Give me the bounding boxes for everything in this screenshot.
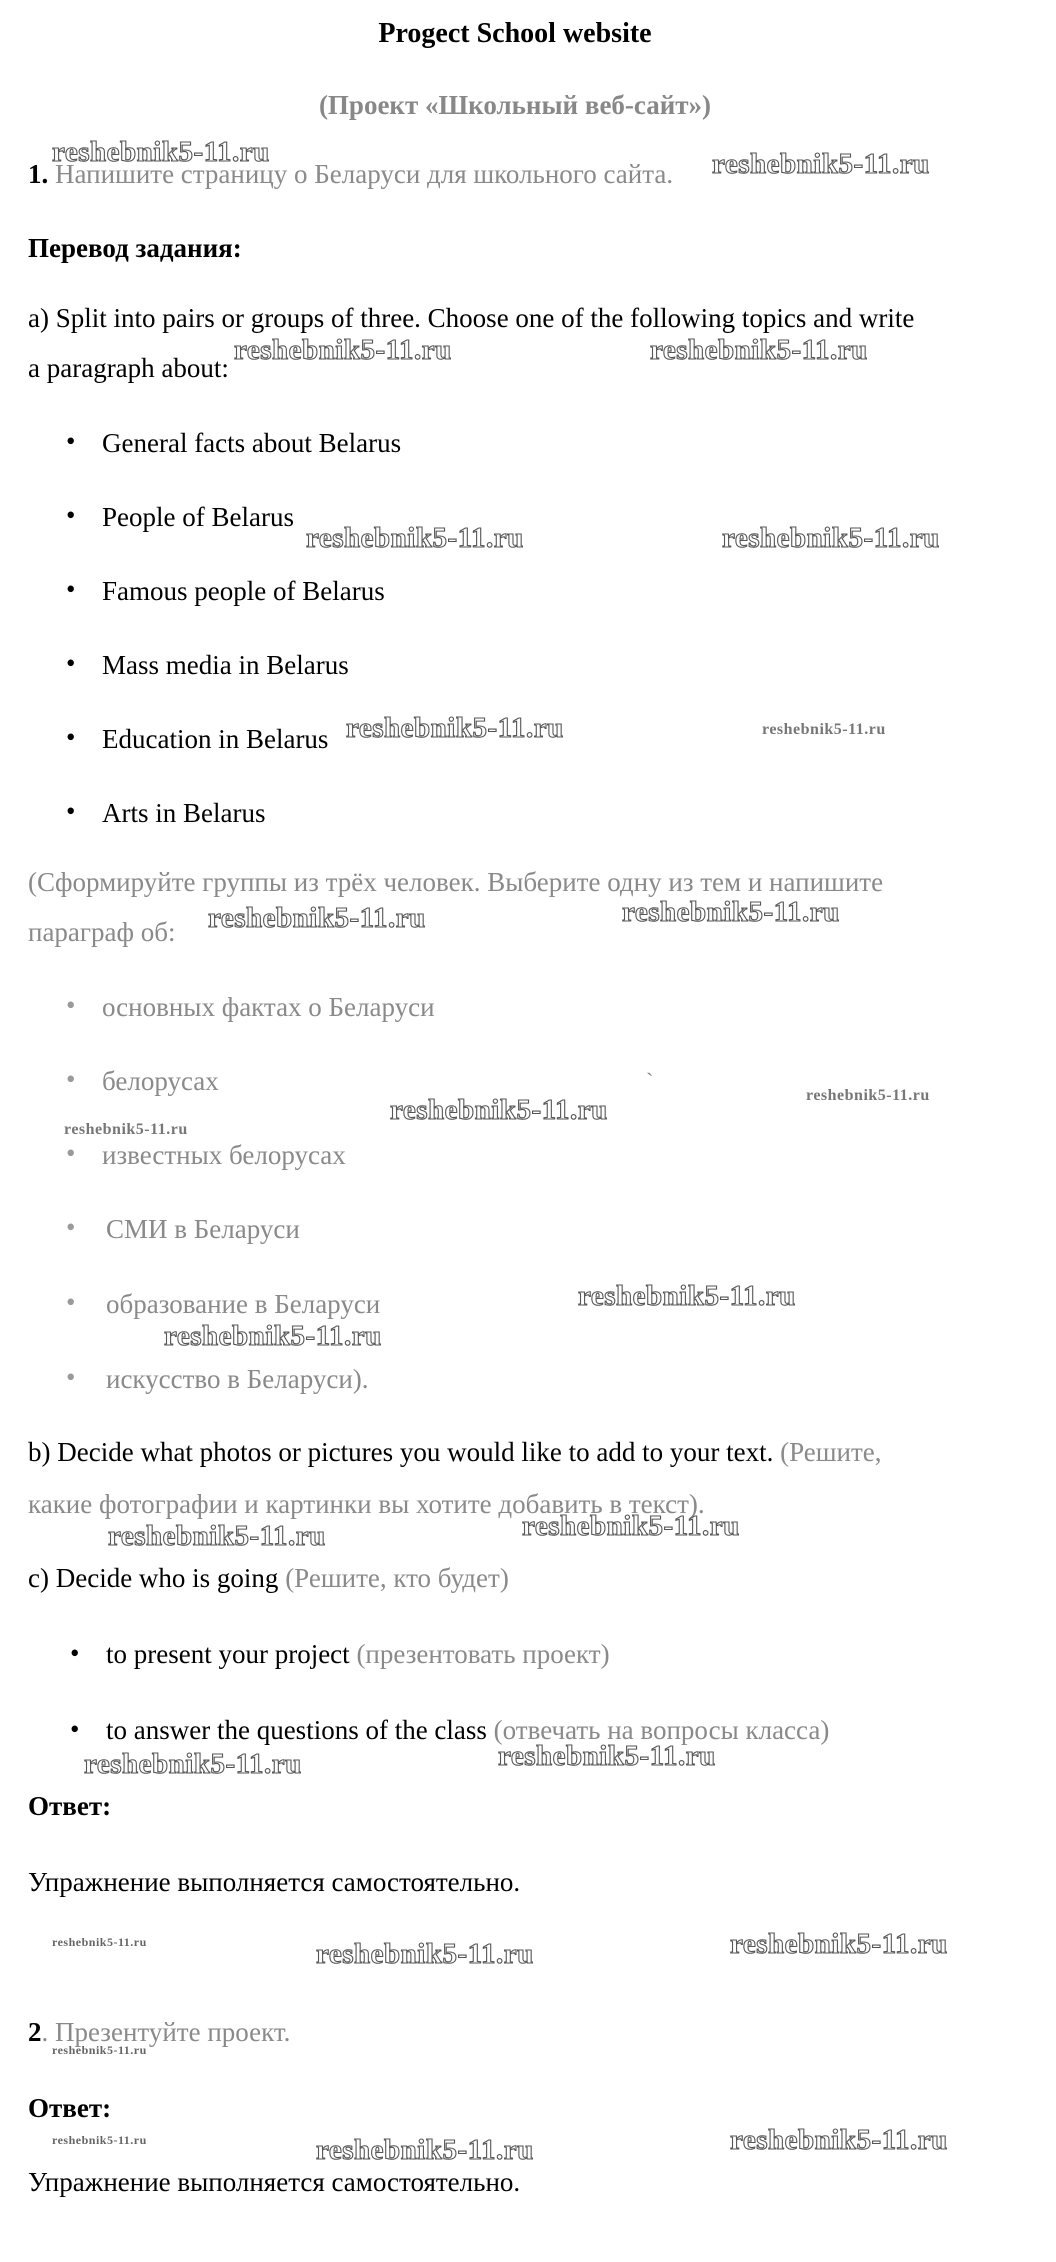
watermark: reshebnik5-11.ru (622, 896, 840, 928)
topic-ru: основных фактах о Беларуси (102, 992, 435, 1022)
task-2-number: 2 (28, 2017, 42, 2047)
part-c-item (106, 1714, 829, 1746)
watermark: reshebnik5-11.ru (306, 522, 524, 554)
watermark: reshebnik5-11.ru (498, 1740, 716, 1772)
watermark: reshebnik5-11.ru (234, 334, 452, 366)
task-2-dot: . (41, 2017, 49, 2047)
part-c-item-en: to answer the questions of the class (106, 1715, 487, 1745)
watermark: reshebnik5-11.ru (52, 136, 270, 168)
part-b-en: b) Decide what photos or pictures you would like to add to your text. (28, 1437, 774, 1467)
watermark: reshebnik5-11.ru (806, 1087, 930, 1104)
bullet-icon: • (66, 574, 76, 604)
watermark: reshebnik5-11.ru (346, 712, 564, 744)
task-1-number: 1. (28, 159, 49, 189)
watermark: reshebnik5-11.ru (762, 721, 886, 738)
bullet-icon: • (70, 1638, 80, 1668)
topic-en: People of Belarus (102, 502, 294, 532)
bullet-icon: • (66, 1212, 76, 1242)
part-b-ru-2: какие фотографии и картинки вы хотите добавить в текст). (28, 1489, 705, 1519)
bullet-icon: • (66, 1287, 76, 1317)
part-a-line-1: a) Split into pairs or groups of three. Choose one of the following topics and write (28, 303, 915, 333)
bullet-icon: • (66, 1362, 76, 1392)
part-b-ru-1: (Решите, (780, 1437, 882, 1467)
watermark: reshebnik5-11.ru (52, 2133, 147, 2147)
bullet-icon: • (66, 1138, 76, 1168)
topic-ru: СМИ в Беларуси (106, 1214, 300, 1244)
translation-heading: Перевод задания: (28, 233, 242, 263)
topic-en: Arts in Belarus (102, 798, 266, 828)
part-c-item-ru: (отвечать на вопросы класса) (493, 1715, 830, 1745)
watermark: reshebnik5-11.ru (390, 1094, 608, 1126)
bullet-icon: • (66, 648, 76, 678)
topic-ru: белорусах (102, 1066, 219, 1096)
topic-en: Mass media in Belarus (102, 650, 349, 680)
answer-1-label: Ответ: (28, 1791, 112, 1821)
part-c-ru: (Решите, кто будет) (285, 1563, 509, 1593)
watermark: reshebnik5-11.ru (52, 1935, 147, 1949)
part-a-line-2: a paragraph about: (28, 353, 229, 383)
watermark: reshebnik5-11.ru (64, 1121, 188, 1138)
watermark: reshebnik5-11.ru (208, 902, 426, 934)
watermark: reshebnik5-11.ru (84, 1748, 302, 1780)
bullet-icon: • (66, 500, 76, 530)
watermark: reshebnik5-11.ru (316, 1938, 534, 1970)
part-a-ru-line-2: параграф об: (28, 917, 176, 947)
bullet-icon: • (66, 990, 76, 1020)
watermark: reshebnik5-11.ru (164, 1320, 382, 1352)
watermark: reshebnik5-11.ru (522, 1510, 740, 1542)
part-b (28, 1436, 882, 1468)
watermark: reshebnik5-11.ru (108, 1520, 326, 1552)
bullet-icon: • (70, 1714, 80, 1744)
part-c-item-en: to present your project (106, 1639, 350, 1669)
topic-en: General facts about Belarus (102, 428, 402, 458)
watermark: reshebnik5-11.ru (650, 334, 868, 366)
part-c-en: c) Decide who is going (28, 1563, 279, 1593)
watermark: reshebnik5-11.ru (730, 2124, 948, 2156)
answer-2-text: Упражнение выполняется самостоятельно. (28, 2167, 521, 2197)
watermark: reshebnik5-11.ru (316, 2134, 534, 2166)
part-a-ru-line-1: (Сформируйте группы из трёх человек. Выберите одну из тем и напишите (28, 867, 884, 897)
topic-ru: образование в Беларуси (106, 1289, 381, 1319)
topic-en: Education in Belarus (102, 724, 329, 754)
watermark: reshebnik5-11.ru (722, 522, 940, 554)
part-c (28, 1562, 509, 1594)
page-subtitle: (Проект «Школьный веб-сайт») (318, 90, 712, 120)
task-1-text: Напишите страницу о Беларуси для школьного сайта. (55, 159, 674, 189)
bullet-icon: • (66, 1064, 76, 1094)
watermark: reshebnik5-11.ru (712, 148, 930, 180)
part-c-item (106, 1638, 610, 1670)
watermark: reshebnik5-11.ru (730, 1928, 948, 1960)
part-c-item-ru: (презентовать проект) (356, 1639, 610, 1669)
watermark: reshebnik5-11.ru (578, 1280, 796, 1312)
answer-1-text: Упражнение выполняется самостоятельно. (28, 1867, 521, 1897)
bullet-icon: • (66, 722, 76, 752)
stray-mark: ` (646, 1068, 654, 1093)
bullet-icon: • (66, 796, 76, 826)
topic-ru: искусство в Беларуси). (106, 1364, 369, 1394)
page-title: Progect School website (378, 18, 652, 49)
task-2-text: Презентуйте проект. (55, 2017, 291, 2047)
answer-2-label: Ответ: (28, 2093, 112, 2123)
topic-en: Famous people of Belarus (102, 576, 385, 606)
topic-ru: известных белорусах (102, 1140, 346, 1170)
watermark: reshebnik5-11.ru (52, 2043, 147, 2057)
bullet-icon: • (66, 426, 76, 456)
